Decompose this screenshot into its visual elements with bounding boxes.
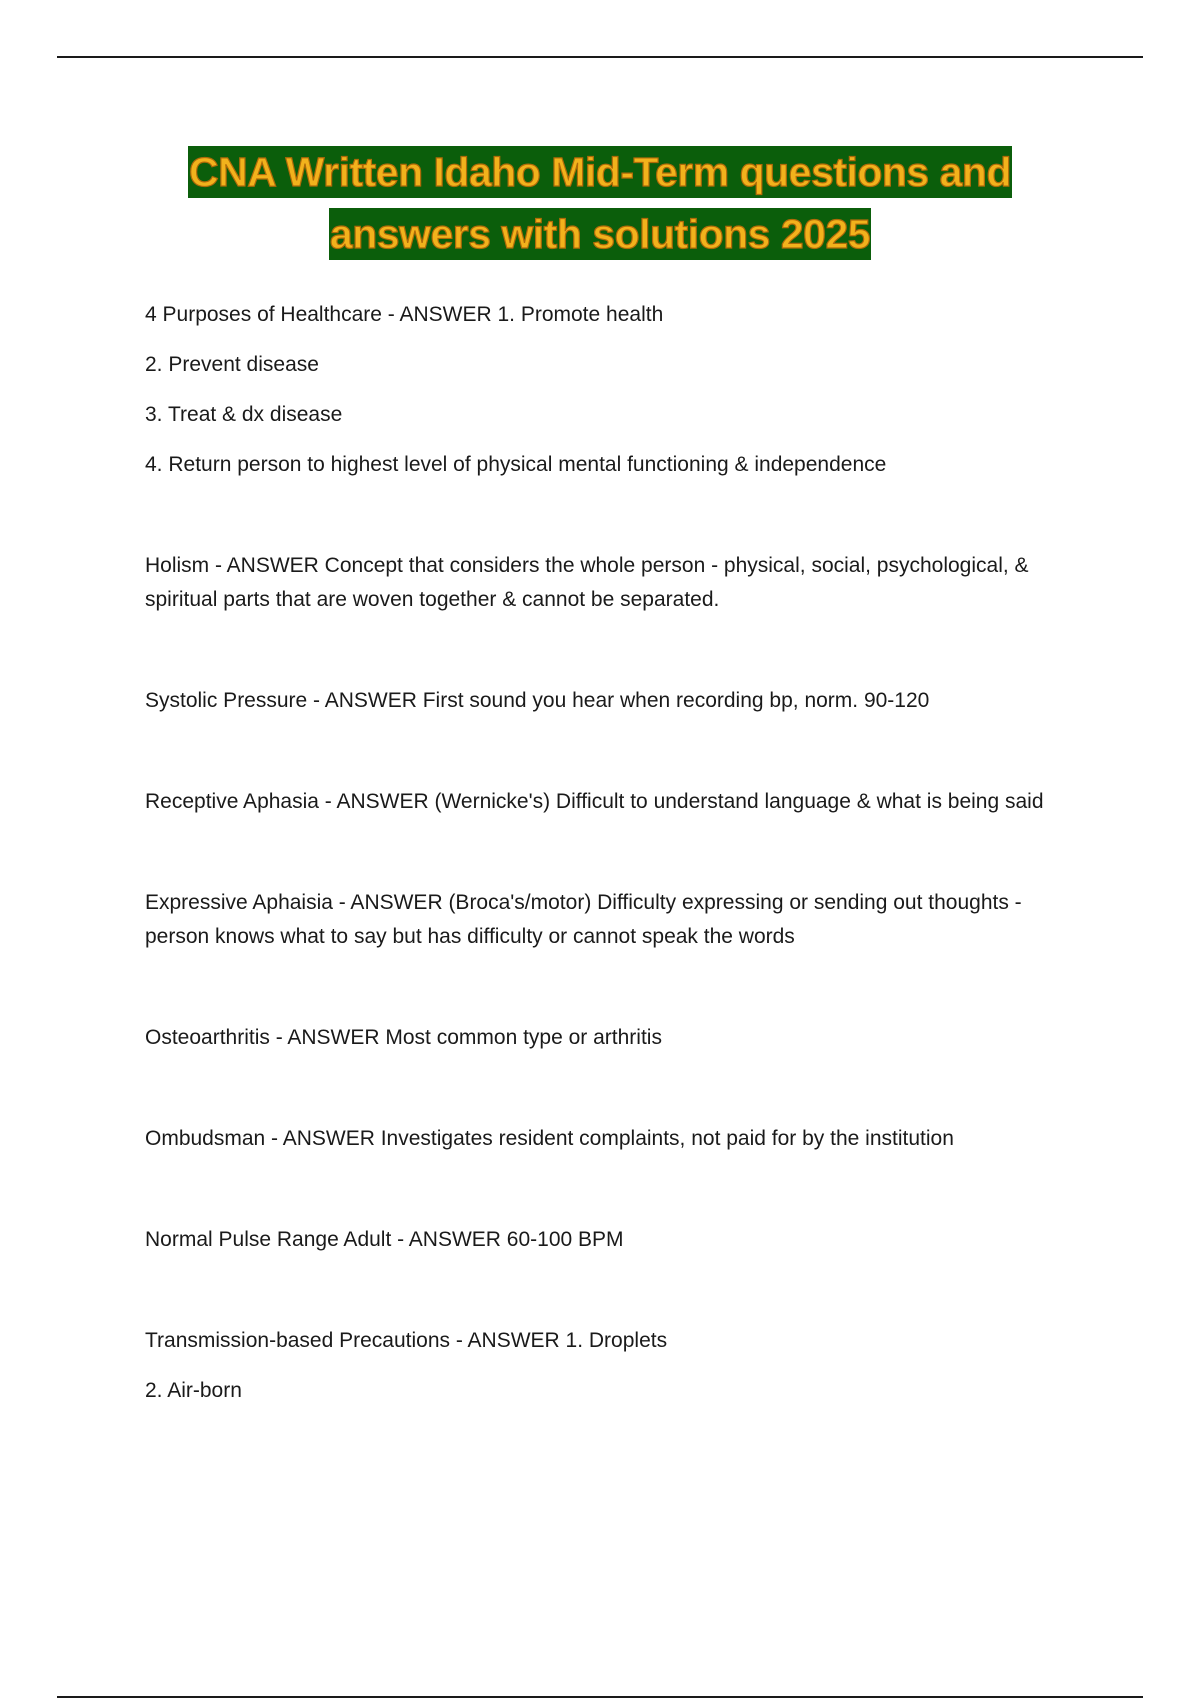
title-line-2: answers with solutions 2025	[329, 208, 871, 260]
entry-line: Transmission-based Precautions - ANSWER 1. Droplets	[145, 1329, 668, 1352]
qa-entry-normal-pulse	[145, 1223, 1085, 1257]
qa-entry-systolic-pressure	[145, 684, 1085, 718]
entry-line: Holism - ANSWER Concept that considers the whole person - physical, social, psychological, & spiritual parts that are woven together & cannot be separated.	[145, 554, 1029, 611]
qa-entry-holism	[145, 549, 1085, 617]
entry-line: 2. Prevent disease	[145, 353, 319, 376]
entry-line: Ombudsman - ANSWER Investigates resident complaints, not paid for by the institution	[145, 1127, 954, 1150]
title-line-1: CNA Written Idaho Mid-Term questions and	[188, 146, 1012, 198]
entry-line: Normal Pulse Range Adult - ANSWER 60-100 BPM	[145, 1228, 624, 1251]
qa-entry-osteoarthritis	[145, 1021, 1085, 1055]
document-title	[60, 146, 1140, 270]
qa-entry-receptive-aphasia	[145, 785, 1085, 819]
qa-entry-ombudsman	[145, 1122, 1085, 1156]
qa-entry-transmission-precautions	[145, 1324, 1085, 1408]
entry-line: Systolic Pressure - ANSWER First sound you hear when recording bp, norm. 90-120	[145, 689, 930, 712]
entry-line: Osteoarthritis - ANSWER Most common type or arthritis	[145, 1026, 662, 1049]
qa-entry-healthcare-purposes	[145, 298, 1085, 482]
qa-entry-expressive-aphasia	[145, 886, 1085, 954]
entry-line: 3. Treat & dx disease	[145, 403, 343, 426]
entry-line: 4. Return person to highest level of physical mental functioning & independence	[145, 453, 887, 476]
entry-line: 2. Air-born	[145, 1379, 242, 1402]
entry-line: Expressive Aphaisia - ANSWER (Broca's/motor) Difficulty expressing or sending out thoughts - person knows what to say but has difficulty or cannot speak the words	[145, 891, 1022, 948]
entry-line: 4 Purposes of Healthcare - ANSWER 1. Promote health	[145, 303, 664, 326]
bottom-divider	[57, 1696, 1143, 1698]
entry-line: Receptive Aphasia - ANSWER (Wernicke's) Difficult to understand language & what is being said	[145, 790, 1044, 813]
top-divider	[57, 56, 1143, 58]
qa-list	[145, 298, 1085, 1408]
